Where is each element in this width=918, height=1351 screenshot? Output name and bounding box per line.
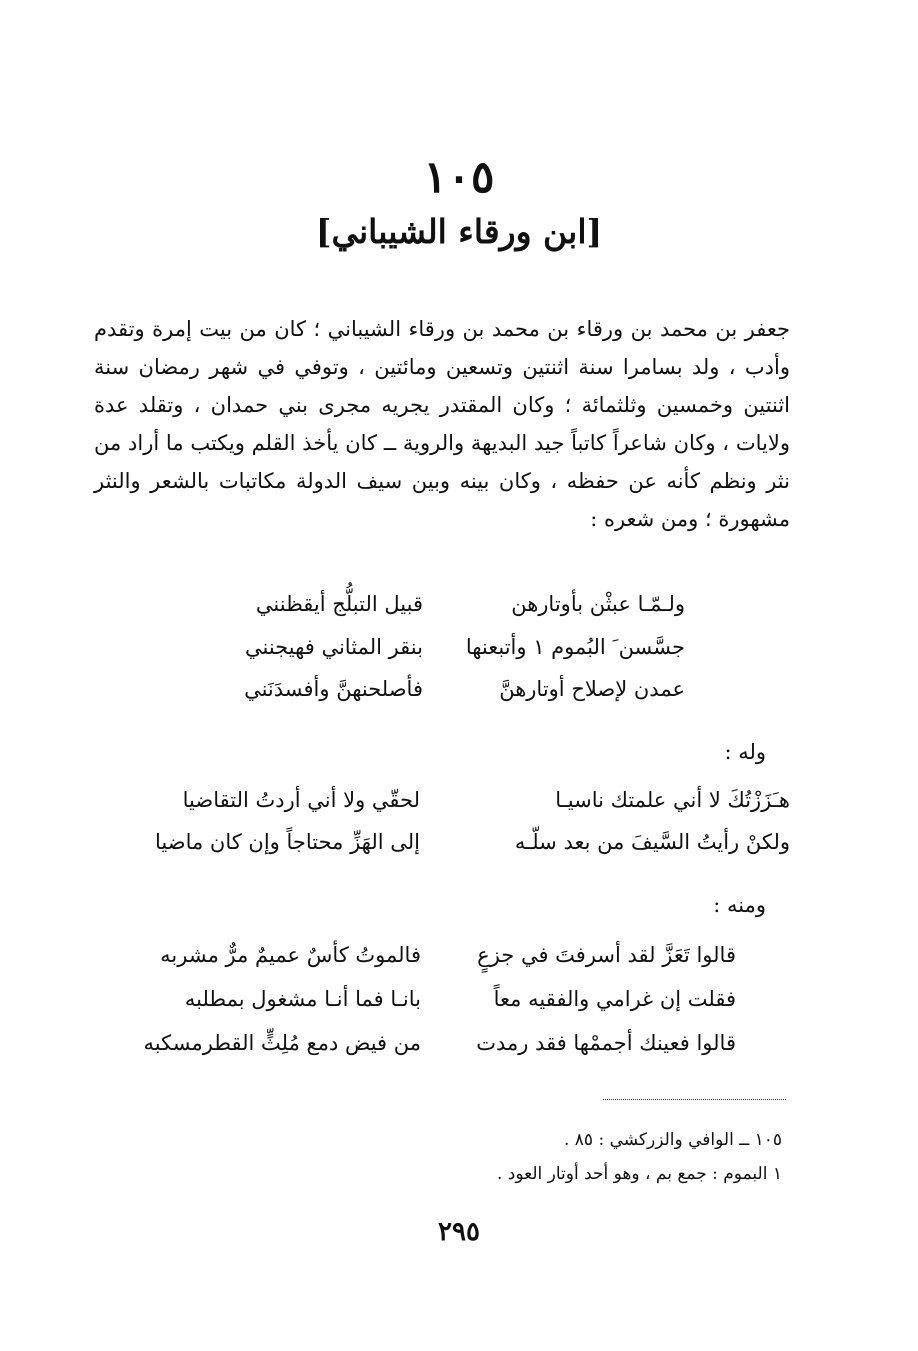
second-hemistich: بنقر المثاني فهيجنني bbox=[245, 635, 423, 659]
first-hemistich: عمدن لإصلاح أوتارهنَّ bbox=[499, 677, 685, 701]
first-hemistich: ولكنْ رأيتُ السَّيفَ من بعد سلّـه bbox=[514, 830, 790, 854]
second-hemistich: إلى الهَزِّ محتاجاً وإن كان ماضيا bbox=[155, 830, 420, 854]
first-hemistich: قالوا فعينك أجممْها فقد رمدت bbox=[476, 1031, 736, 1055]
entry-title: [ابن ورقاء الشيباني] bbox=[315, 212, 603, 251]
page-number: ٢٩٥ bbox=[438, 1217, 480, 1247]
section-label: ومنه : bbox=[713, 893, 766, 917]
first-hemistich: هـَزَزْتُكَ لا أني علمتك ناسيـا bbox=[555, 788, 790, 812]
verse-line bbox=[150, 987, 736, 1027]
second-hemistich: من فيض دمع مُلِثٍّ القطرمسكبه bbox=[143, 1031, 421, 1055]
second-hemistich: لحقّي ولا أني أردتُ التقاضيا bbox=[182, 788, 420, 812]
first-hemistich: قالوا تَعَزَّ لقد أسرفتَ في جزعٍ bbox=[477, 943, 736, 967]
entry-number: ١٠٥ bbox=[423, 152, 495, 203]
verse-line bbox=[94, 830, 790, 870]
verse-line bbox=[200, 677, 685, 717]
first-hemistich: جسَّسن َ البُموم ١ وأتبعنها bbox=[465, 635, 685, 659]
second-hemistich: قبيل التبلُّج أيقظنني bbox=[255, 592, 423, 616]
first-hemistich: فقلت إن غرامي والفقيه معاً bbox=[493, 987, 736, 1011]
second-hemistich: فالموتُ كأسٌ عميمٌ مرٌّ مشربه bbox=[160, 943, 421, 967]
biography-paragraph: جعفر بن محمد بن ورقاء بن محمد بن ورقاء الشيباني ؛ كان من بيت إمرة وتقدم وأدب ، ولد بسامرا سنة اثنتين وتسعين ومائتين ، وتوفي في شهر رمضان سنة اثنتين وخمسين وثلثمائة ؛ وكان المقتدر يجريه مجرى بني حمدان ، وتقلد عدة ولايات ، وكان شاعراً كاتباً جيد البديهة والروية ــ كان يأخذ القلم ويكتب ما أراد من نثر ونظم كأنه عن حفظه ، وكان بينه وبين سيف الدولة مكاتبات بالشعر والنثر مشهورة ؛ ومن شعره : bbox=[94, 317, 790, 531]
section-label: وله : bbox=[724, 740, 766, 764]
verse-line bbox=[150, 943, 736, 983]
verse-line bbox=[200, 592, 685, 632]
verse-line bbox=[94, 788, 790, 828]
first-hemistich: ولـمّـا عبثْن بأوتارهن bbox=[511, 592, 685, 616]
verse-line bbox=[143, 1031, 736, 1071]
verse-line bbox=[200, 635, 685, 675]
footnote-main: ١٠٥ ــ الوافي والزركشي : ٨٥ . bbox=[563, 1130, 782, 1150]
second-hemistich: بانـا فما أنـا مشغول بمطلبه bbox=[184, 987, 421, 1011]
second-hemistich: فأصلحنهنَّ وأفسدَنَني bbox=[244, 677, 423, 701]
footnote-divider bbox=[603, 1099, 786, 1100]
footnote-1: ١ البموم : جمع بم ، وهو أحد أوتار العود . bbox=[496, 1164, 782, 1184]
